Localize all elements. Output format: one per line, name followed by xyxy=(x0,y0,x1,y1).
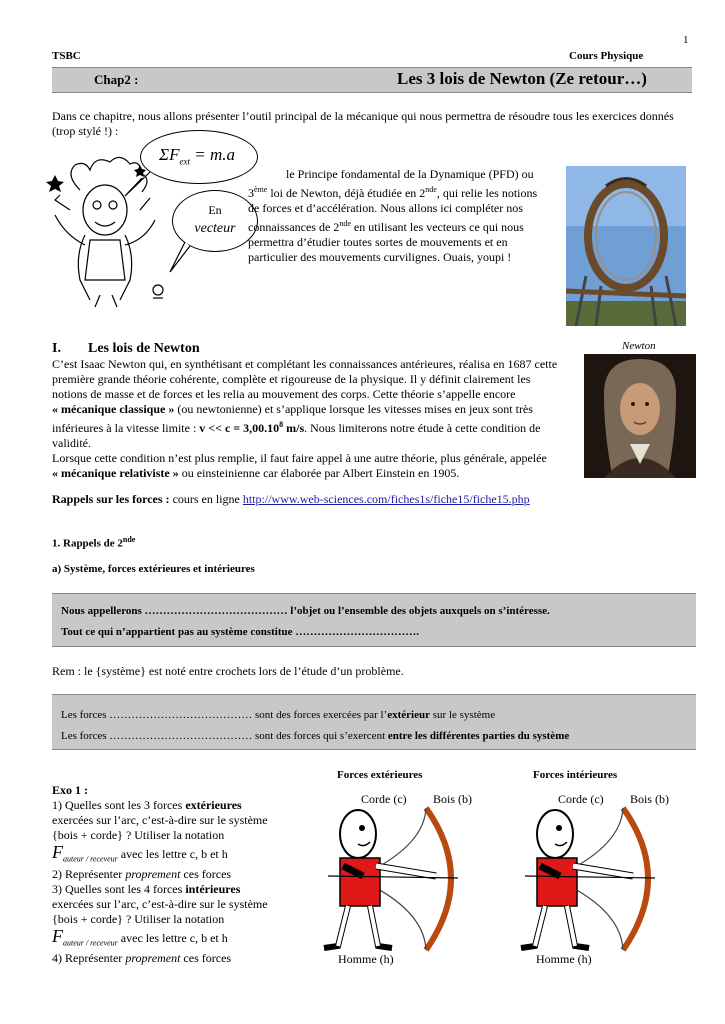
definition-box-system xyxy=(52,593,696,647)
rollercoaster-photo xyxy=(566,166,686,326)
header-course: Cours Physique xyxy=(569,50,644,62)
definition-exterior: Tout ce qui n’appartient pas au système constitue ……………………………. xyxy=(61,626,420,638)
label-bois-left: Bois (b) xyxy=(433,792,472,806)
bubble-tail-bottom xyxy=(165,240,195,275)
portrait-caption: Newton xyxy=(622,340,656,352)
figure-title-interior: Forces intérieures xyxy=(533,769,618,781)
chapter-label: Chap2 : xyxy=(94,72,139,87)
pfd-paragraph: le Principe fondamental de la Dynamique (PFD) ou 3ème loi de Newton, déjà étudiée en 2nde, qui relie les notions de forces et d’accélération. Nous allons ici compléter nos connaissances de 2nde en utilisant les vecteurs ce qui nous permettra d’étudier toutes sortes de mouvements et en particulier des mouvements curvilignes. Ouais, youpi ! xyxy=(248,167,538,264)
archer-figure-interior xyxy=(515,806,675,952)
label-homme-right: Homme (h) xyxy=(536,952,592,966)
intro-text: Dans ce chapitre, nous allons présenter l’outil principal de la mécanique qui nous permettra de résoudre tous les exercices donnés (trop stylé !) : xyxy=(52,109,674,138)
newton-portrait xyxy=(584,354,696,478)
section-number: I. xyxy=(52,341,61,356)
notation-line: $F_{auteur / receveur}$ avec les lettre c, b et h xyxy=(52,842,228,864)
definition-box-forces xyxy=(52,694,696,750)
bubble-tail-top xyxy=(120,170,160,200)
exercise-block: Exo 1 : 1) Quelles sont les 3 forces extérieures exercées sur l’arc, c’est-à-dire sur le système {bois + corde} ? Utiliser la notation $F_{auteur / receveur}$ avec les lettre c, b et h 2) Représenter proprement ces forces 3) Quelles sont les 4 forces intérieures exercées sur l’arc, c’est-à-dire sur le système {bois + corde} ? Utiliser la notation $F_{auteur / receveur}$ avec les lettre c, b et h 4) Représenter proprement ces forces xyxy=(52,783,279,966)
exterior-forces-def: Les forces ………………………………… sont des forces exercées par l’extérieur sur le système xyxy=(61,709,496,721)
header-class: TSBC xyxy=(52,50,81,62)
subsection-a-title: a) Système, forces extérieures et intérieures xyxy=(52,563,255,575)
course-link[interactable]: http://www.web-sciences.com/fiches1s/fiche15/fiche15.php xyxy=(242,492,530,506)
label-corde-right: Corde (c) xyxy=(558,792,604,806)
section-title: Les lois de Newton xyxy=(88,341,200,356)
title-bar xyxy=(52,67,692,93)
page-title: Les 3 lois de Newton (Ze retour…) xyxy=(397,69,647,88)
vector-bubble: En vecteur xyxy=(172,190,258,252)
page-number: 1 xyxy=(683,34,689,46)
pfd-formula: $\Sigma F_{ext} = m.a$ xyxy=(159,145,235,167)
newton-paragraph: C’est Isaac Newton qui, en synthétisant et complétant les connaissances antérieures, réalisa en 1687 cette première grande théorie cohérente, complète et rigoureuse de la physique. Il y définit clairement les notions de masse et de forces et les relia au mouvement des corps. Cette théorie s’appelle encore « mécanique classique » (ou newtonienne) et s’applique lorsque les vitesses mises en jeux sont très inférieures à la vitesse limite : $v << c = 3,00.10^8$ m/s. Nous limiterons notre étude à cette condition de validité. Lorsque cette condition n’est plus remplie, il faut faire appel à une autre théorie, plus générale, appelée « mécanique relativiste » ou einsteinienne car élaborée par Albert Einstein en 1905. xyxy=(52,357,558,480)
label-homme-left: Homme (h) xyxy=(338,952,394,966)
label-corde-left: Corde (c) xyxy=(361,792,407,806)
definition-system: Nous appellerons ………………………………… l’objet ou l’ensemble des objets auxquels on s’intéresse. xyxy=(61,605,550,617)
remark: Rem : le {système} est noté entre crochets lors de l’étude d’un problème. xyxy=(52,664,404,678)
notation-line: $F_{auteur / receveur}$ avec les lettre c, b et h xyxy=(52,926,228,948)
interior-forces-def: Les forces ………………………………… sont des forces qui s’exercent entre les différentes parties du système xyxy=(61,730,570,742)
rappels-line: Rappels sur les forces : cours en ligne http://www.web-sciences.com/fiches1s/fiche15/fiche15.php xyxy=(52,492,530,506)
label-bois-right: Bois (b) xyxy=(630,792,669,806)
subsection-title: 1. Rappels de 2nde xyxy=(52,535,136,550)
figure-title-exterior: Forces extérieures xyxy=(337,769,423,781)
archer-figure-exterior xyxy=(318,806,478,952)
